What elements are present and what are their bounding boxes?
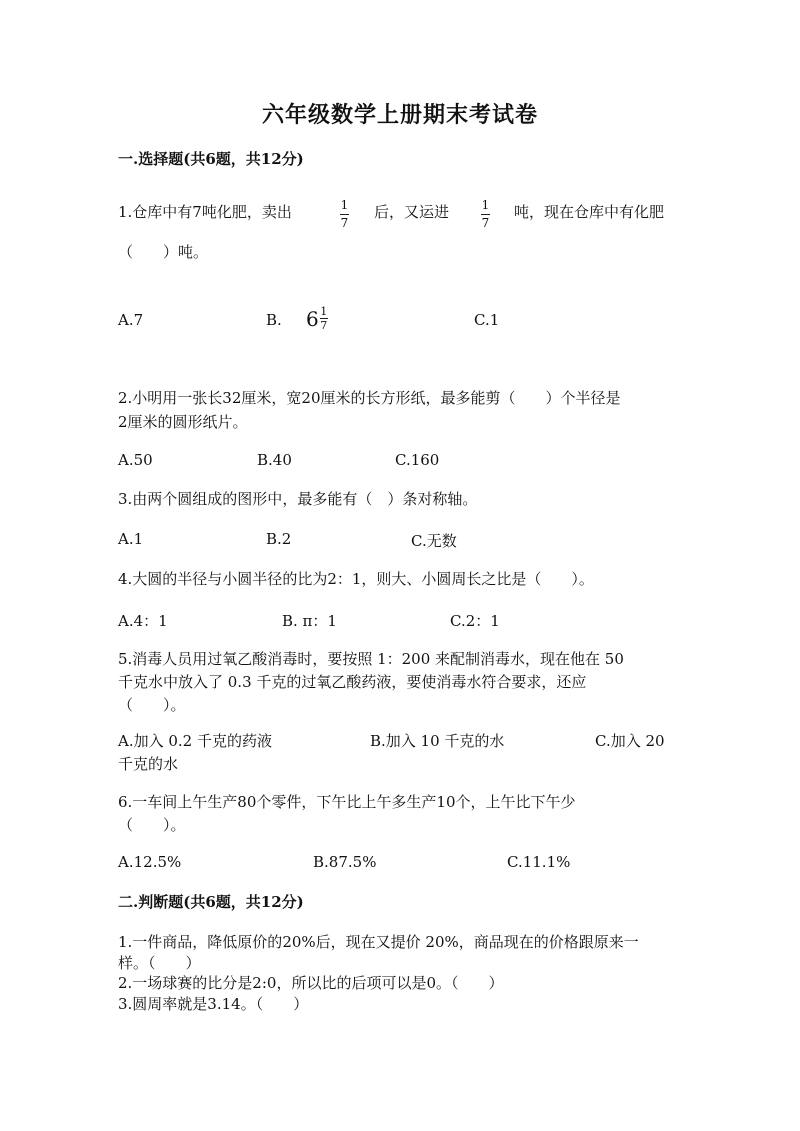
question-6-line-1: 6.一车间上午生产80个零件，下午比上午多生产10个，上午比下午少: [118, 793, 576, 811]
question-4-option-b[interactable]: B. π：1: [282, 612, 337, 630]
question-1-option-a[interactable]: A.7: [118, 311, 144, 329]
question-1-text-b: 后，又运进: [374, 203, 450, 221]
question-4-line-1: 4.大圆的半径与小圆半径的比为2：1，则大、小圆周长之比是（ ）。: [118, 570, 594, 588]
question-1-blank-line: （ ）吨。: [118, 243, 209, 261]
fraction-numerator: 1: [340, 198, 349, 212]
fraction-bar: [340, 214, 349, 215]
fraction-bar: [481, 214, 490, 215]
question-3-option-b[interactable]: B.2: [266, 530, 292, 548]
question-5-option-c[interactable]: C.加入 20: [595, 732, 665, 750]
page-title: 六年级数学上册期末考试卷: [261, 102, 538, 128]
question-1-text-c: 吨，现在仓库中有化肥: [514, 203, 665, 221]
question-4-option-a[interactable]: A.4：1: [118, 612, 168, 630]
question-5-line-2: 千克水中放入了 0.3 千克的过氧乙酸药液，要使消毒水符合要求，还应: [118, 673, 587, 691]
mixed-whole: 6: [306, 306, 319, 331]
question-6-option-a[interactable]: A.12.5%: [118, 853, 182, 871]
judgment-1-line-2: 样。（ ）: [118, 954, 201, 972]
question-5-line-1: 5.消毒人员用过氧乙酸消毒时，要按照 1：200 来配制消毒水，现在他在 50: [118, 650, 624, 668]
fraction-numerator: 1: [320, 305, 328, 318]
question-1-fraction-2: [481, 199, 490, 230]
section-heading-choice: 一.选择题(共6题，共12分): [118, 150, 304, 168]
question-2-line-2: 2厘米的圆形纸片。: [118, 413, 248, 431]
question-3-line-1: 3.由两个圆组成的图形中，最多能有（ ）条对称轴。: [118, 490, 478, 508]
judgment-2: 2.一场球赛的比分是2:0，所以比的后项可以是0。（ ）: [118, 974, 504, 992]
question-2-option-c[interactable]: C.160: [395, 451, 440, 469]
fraction-denominator: 7: [481, 216, 490, 230]
judgment-3: 3.圆周率就是3.14。（ ）: [118, 995, 309, 1013]
fraction-denominator: 7: [320, 319, 328, 332]
question-5-option-c-continued: 千克的水: [118, 755, 179, 773]
question-6-option-c[interactable]: C.11.1%: [507, 853, 571, 871]
question-1-fraction-1: [340, 199, 349, 230]
question-6-option-b[interactable]: B.87.5%: [313, 853, 377, 871]
section-heading-judgment: 二.判断题(共6题，共12分): [118, 893, 304, 911]
question-1-text-a: 1.仓库中有7吨化肥，卖出: [118, 203, 292, 221]
question-1-option-b-mixed-number: [306, 305, 328, 331]
question-5-line-3: （ ）。: [118, 696, 186, 714]
question-2-line-1: 2.小明用一张长32厘米，宽20厘米的长方形纸，最多能剪（ ）个半径是: [118, 389, 621, 407]
question-3-option-a[interactable]: A.1: [118, 530, 144, 548]
mixed-fraction: [320, 306, 328, 331]
question-5-option-b[interactable]: B.加入 10 千克的水: [370, 732, 505, 750]
question-1-option-c[interactable]: C.1: [474, 311, 500, 329]
question-2-option-b[interactable]: B.40: [257, 451, 292, 469]
fraction-denominator: 7: [340, 216, 349, 230]
question-4-option-c[interactable]: C.2：1: [450, 612, 500, 630]
fraction-numerator: 1: [481, 198, 490, 212]
question-3-option-c[interactable]: C.无数: [411, 532, 457, 550]
question-6-line-2: （ ）。: [118, 816, 186, 834]
question-2-option-a[interactable]: A.50: [118, 451, 153, 469]
judgment-1-line-1: 1.一件商品，降低原价的20%后，现在又提价 20%，商品现在的价格跟原来一: [118, 933, 639, 951]
question-1-option-b-label[interactable]: B.: [266, 311, 282, 329]
question-5-option-a[interactable]: A.加入 0.2 千克的药液: [118, 732, 272, 750]
